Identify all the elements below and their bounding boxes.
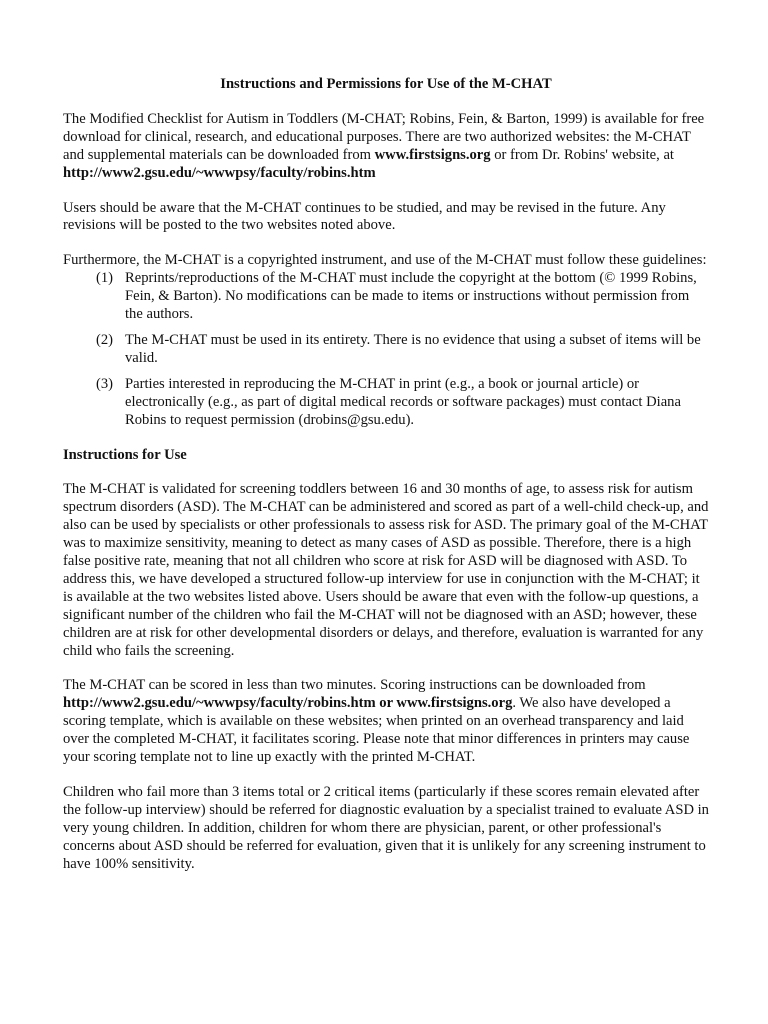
guideline-text: Parties interested in reproducing the M-CHAT in print (e.g., a book or journal article) or electronically (e.g., as part of digital medical records or software packages) must contact Diana Robins to request permission (drobins@gsu.edu). [125, 375, 681, 428]
guideline-number: (1) [96, 270, 114, 287]
guideline-item [63, 270, 709, 324]
scoring-websites-link[interactable]: http://www2.gsu.edu/~wwwpsy/faculty/robins.htm or www.firstsigns.org [63, 695, 513, 712]
guideline-text: Reprints/reproductions of the M-CHAT must include the copyright at the bottom (© 1999 Robins, Fein, & Barton). No modifications can be made to items or instructions without permission from the authors. [125, 270, 697, 323]
scoring-paragraph [63, 677, 709, 767]
document-page [63, 76, 709, 891]
validation-paragraph: The M-CHAT is validated for screening toddlers between 16 and 30 months of age, to assess risk for autism spectrum disorders (ASD). The M-CHAT can be administered and scored as part of a well-child check-up, and also can be used by specialists or other professionals to assess risk for ASD. The primary goal of the M-CHAT was to maximize sensitivity, meaning to detect as many cases of ASD as possible. Therefore, there is a high false positive rate, meaning that not all children who score at risk for ASD will be diagnosed with ASD. To address this, we have developed a structured follow-up interview for use in conjunction with the M-CHAT; it is available at the two websites listed above. Users should be aware that even with the follow-up questions, a significant number of the children who fail the M-CHAT will not be diagnosed with an ASD; however, these children are at risk for other developmental disorders or delays, and therefore, evaluation is warranted for any child who fails the screening. [63, 481, 709, 659]
robins-website-link[interactable]: http://www2.gsu.edu/~wwwpsy/faculty/robins.htm [63, 164, 376, 181]
intro-text: The Modified Checklist for Autism in Toddlers (M-CHAT; Robins, Fein, & Barton, 1999) is available for free download for clinical, research, and educational purposes. There are two authorized websites: the M-CHAT and supplemental materials can be downloaded from [63, 110, 705, 163]
document-title: Instructions and Permissions for Use of the M-CHAT [220, 76, 552, 92]
guideline-number: (3) [96, 375, 114, 392]
revisions-paragraph: Users should be aware that the M-CHAT continues to be studied, and may be revised in the future. Any revisions will be posted to the two websites noted above. [63, 199, 666, 234]
scoring-text-after: . We also have developed a scoring template, which is available on these websites; when printed on an overhead transparency and laid over the completed M-CHAT, it facilitates scoring. Please note that minor differences in printers may cause your scoring template not to line up exactly with the printed M-CHAT. [63, 695, 690, 766]
copyright-paragraph: Furthermore, the M-CHAT is a copyrighted instrument, and use of the M-CHAT must follow these guidelines: [63, 252, 707, 269]
firstsigns-link[interactable]: www.firstsigns.org [374, 146, 491, 163]
intro-paragraph [63, 111, 709, 183]
scoring-text: The M-CHAT can be scored in less than two minutes. Scoring instructions can be downloaded from [63, 677, 646, 694]
guidelines-list [63, 270, 709, 429]
guideline-number: (2) [96, 331, 114, 348]
instructions-heading: Instructions for Use [63, 446, 187, 463]
guideline-text: The M-CHAT must be used in its entirety. There is no evidence that using a subset of items will be valid. [125, 331, 701, 366]
intro-text-between: or from Dr. Robins' website, at [490, 146, 674, 163]
referral-paragraph: Children who fail more than 3 items total or 2 critical items (particularly if these scores remain elevated after the follow-up interview) should be referred for diagnostic evaluation by a specialist trained to evaluate ASD in very young children. In addition, children for whom there are physician, parent, or other professional's concerns about ASD should be referred for evaluation, given that it is unlikely for any screening instrument to have 100% sensitivity. [63, 784, 709, 872]
guideline-item [63, 376, 709, 430]
guideline-item [63, 332, 709, 368]
